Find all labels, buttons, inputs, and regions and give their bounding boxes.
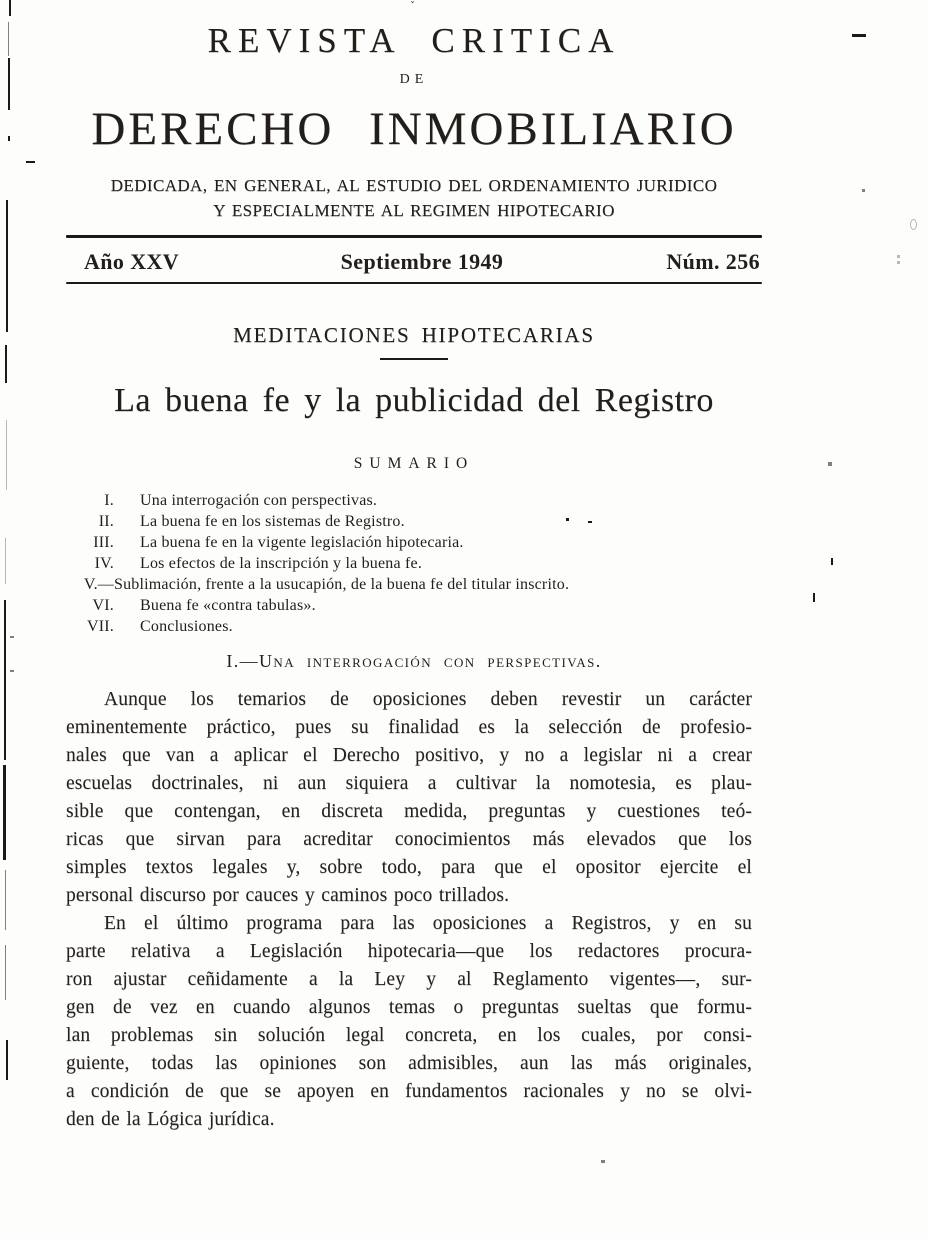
scan-artifact-speck — [813, 593, 815, 602]
scan-artifact-speck — [828, 462, 832, 466]
summary-item-numeral: V.— — [83, 576, 114, 593]
journal-dedication — [66, 174, 762, 223]
paragraph-line: ricas que sirvan para acreditar conocimientos más elevados que los — [66, 829, 752, 850]
paragraph-line: den de la Lógica jurídica. — [66, 1109, 275, 1130]
summary-item-text: Los efectos de la inscripción y la buena fe. — [140, 555, 423, 572]
paragraph-line: a condición de que se apoyen en fundamentos racionales y no se olvi- — [66, 1081, 752, 1102]
paragraph-line: parte relativa a Legislación hipotecaria—que los redactores procura- — [66, 941, 752, 962]
scan-artifact-left-line — [6, 200, 8, 332]
summary-list — [66, 490, 762, 637]
summary-item — [66, 553, 762, 574]
scan-artifact-left-line — [9, 0, 11, 16]
summary-item — [66, 595, 762, 616]
paragraph-line: gen de vez en cuando algunos temas o preguntas sueltas que formu- — [66, 997, 752, 1018]
scan-artifact-left-line — [3, 765, 6, 860]
scan-artifact-speck: ˇ — [410, 1, 415, 12]
journal-title-connector: DE — [399, 72, 429, 87]
scan-artifact-left-line — [5, 345, 7, 383]
summary-item-text: Una interrogación con perspectivas. — [140, 492, 378, 509]
summary-item-numeral: VI. — [92, 597, 114, 614]
scan-artifact-left-line — [8, 22, 9, 56]
summary-item — [66, 490, 762, 511]
issue-date: Septiembre 1949 — [340, 248, 504, 274]
summary-item-text: Conclusiones. — [140, 618, 233, 635]
scan-artifact-tick — [10, 670, 14, 672]
scan-artifact-speck — [852, 34, 866, 37]
scan-artifact-left-line — [6, 420, 7, 490]
article-title: La buena fe y la publicidad del Registro — [114, 382, 714, 419]
scan-artifact-left-line — [6, 1040, 8, 1080]
header-rule-top — [66, 235, 762, 238]
series-title-underline — [380, 358, 448, 360]
scan-artifact-speck — [601, 1160, 605, 1163]
scan-artifact-left-line — [4, 600, 6, 760]
section-heading — [66, 649, 762, 673]
paragraph-line: escuelas doctrinales, ni aun siquiera a cultivar la nomotesia, es plau- — [66, 773, 752, 794]
issue-number: Núm. 256 — [666, 248, 760, 274]
scan-artifact-tick — [10, 636, 14, 638]
scan-artifact-speck — [897, 255, 900, 258]
body-paragraph-2 — [66, 910, 752, 1134]
paragraph-line: lan problemas sin solución legal concreta, en los cuales, por consi- — [66, 1025, 752, 1046]
section-heading-text: Una interrogación con perspectivas. — [259, 651, 602, 671]
issue-info-row — [66, 247, 762, 277]
scan-artifact-left-line — [8, 58, 10, 110]
summary-item — [66, 511, 762, 532]
series-title: MEDITACIONES HIPOTECARIAS — [233, 323, 595, 347]
summary-item-numeral: VII. — [86, 618, 114, 635]
scan-artifact-left-line — [8, 136, 10, 141]
paragraph-line: personal discurso por cauces y caminos poco trillados. — [66, 885, 510, 906]
section-heading-numeral: I.— — [226, 651, 260, 671]
paragraph-line: guiente, todas las opiniones son admisibles, aun las más originales, — [66, 1053, 752, 1074]
scan-artifact-left-line — [5, 538, 6, 584]
summary-item — [66, 574, 762, 595]
summary-item-numeral: IV. — [94, 555, 114, 572]
summary-item-text: La buena fe en la vigente legislación hipotecaria. — [140, 534, 464, 551]
scan-artifact-speck — [910, 219, 917, 230]
paragraph-line: Aunque los temarios de oposiciones deben revestir un carácter — [104, 689, 752, 710]
scan-artifact-speck — [862, 189, 865, 192]
dedication-line-2: Y ESPECIALMENTE AL REGIMEN HIPOTECARIO — [213, 200, 615, 220]
scan-artifact-left-line — [5, 870, 6, 930]
dedication-line-1: DEDICADA, EN GENERAL, AL ESTUDIO DEL ORDENAMIENTO JURIDICO — [110, 176, 718, 195]
paragraph-line: sible que contengan, en discreta medida, preguntas y cuestiones teó- — [66, 801, 752, 822]
scan-artifact-tick — [26, 161, 35, 163]
header-rule-bottom — [66, 282, 762, 285]
journal-title-line1: REVISTA CRITICA — [207, 21, 621, 60]
summary-item-numeral: II. — [98, 513, 114, 530]
summary-item — [66, 616, 762, 637]
scan-artifact-speck — [831, 558, 833, 565]
body-paragraph-1 — [66, 686, 752, 910]
summary-item-text: La buena fe en los sistemas de Registro. — [140, 513, 405, 530]
scan-artifact-speck — [566, 518, 569, 521]
scan-artifact-speck — [897, 261, 900, 264]
paragraph-line: ron ajustar ceñidamente a la Ley y al Reglamento vigentes—, sur- — [66, 969, 752, 990]
summary-item-numeral: III. — [93, 534, 114, 551]
issue-year: Año XXV — [84, 248, 180, 274]
journal-title-line2: DERECHO INMOBILIARIO — [91, 103, 737, 155]
summary-heading: SUMARIO — [353, 455, 475, 472]
paragraph-line: nales que van a aplicar el Derecho positivo, y no a legislar ni a crear — [66, 745, 752, 766]
scan-artifact-left-line — [5, 945, 6, 1000]
paragraph-line: eminentemente práctico, pues su finalidad es la selección de profesio- — [66, 717, 752, 738]
page-content — [66, 0, 762, 1134]
paragraph-line: simples textos legales y, sobre todo, para que el opositor ejercite el — [66, 857, 752, 878]
scan-artifact-speck — [588, 521, 592, 523]
paragraph-line: En el último programa para las oposiciones a Registros, y en su — [104, 913, 752, 934]
summary-item-text: Sublimación, frente a la usucapión, de la buena fe del titular inscrito. — [114, 576, 570, 593]
summary-item — [66, 532, 762, 553]
summary-item-text: Buena fe «contra tabulas». — [140, 597, 316, 614]
summary-item-numeral: I. — [104, 492, 114, 509]
